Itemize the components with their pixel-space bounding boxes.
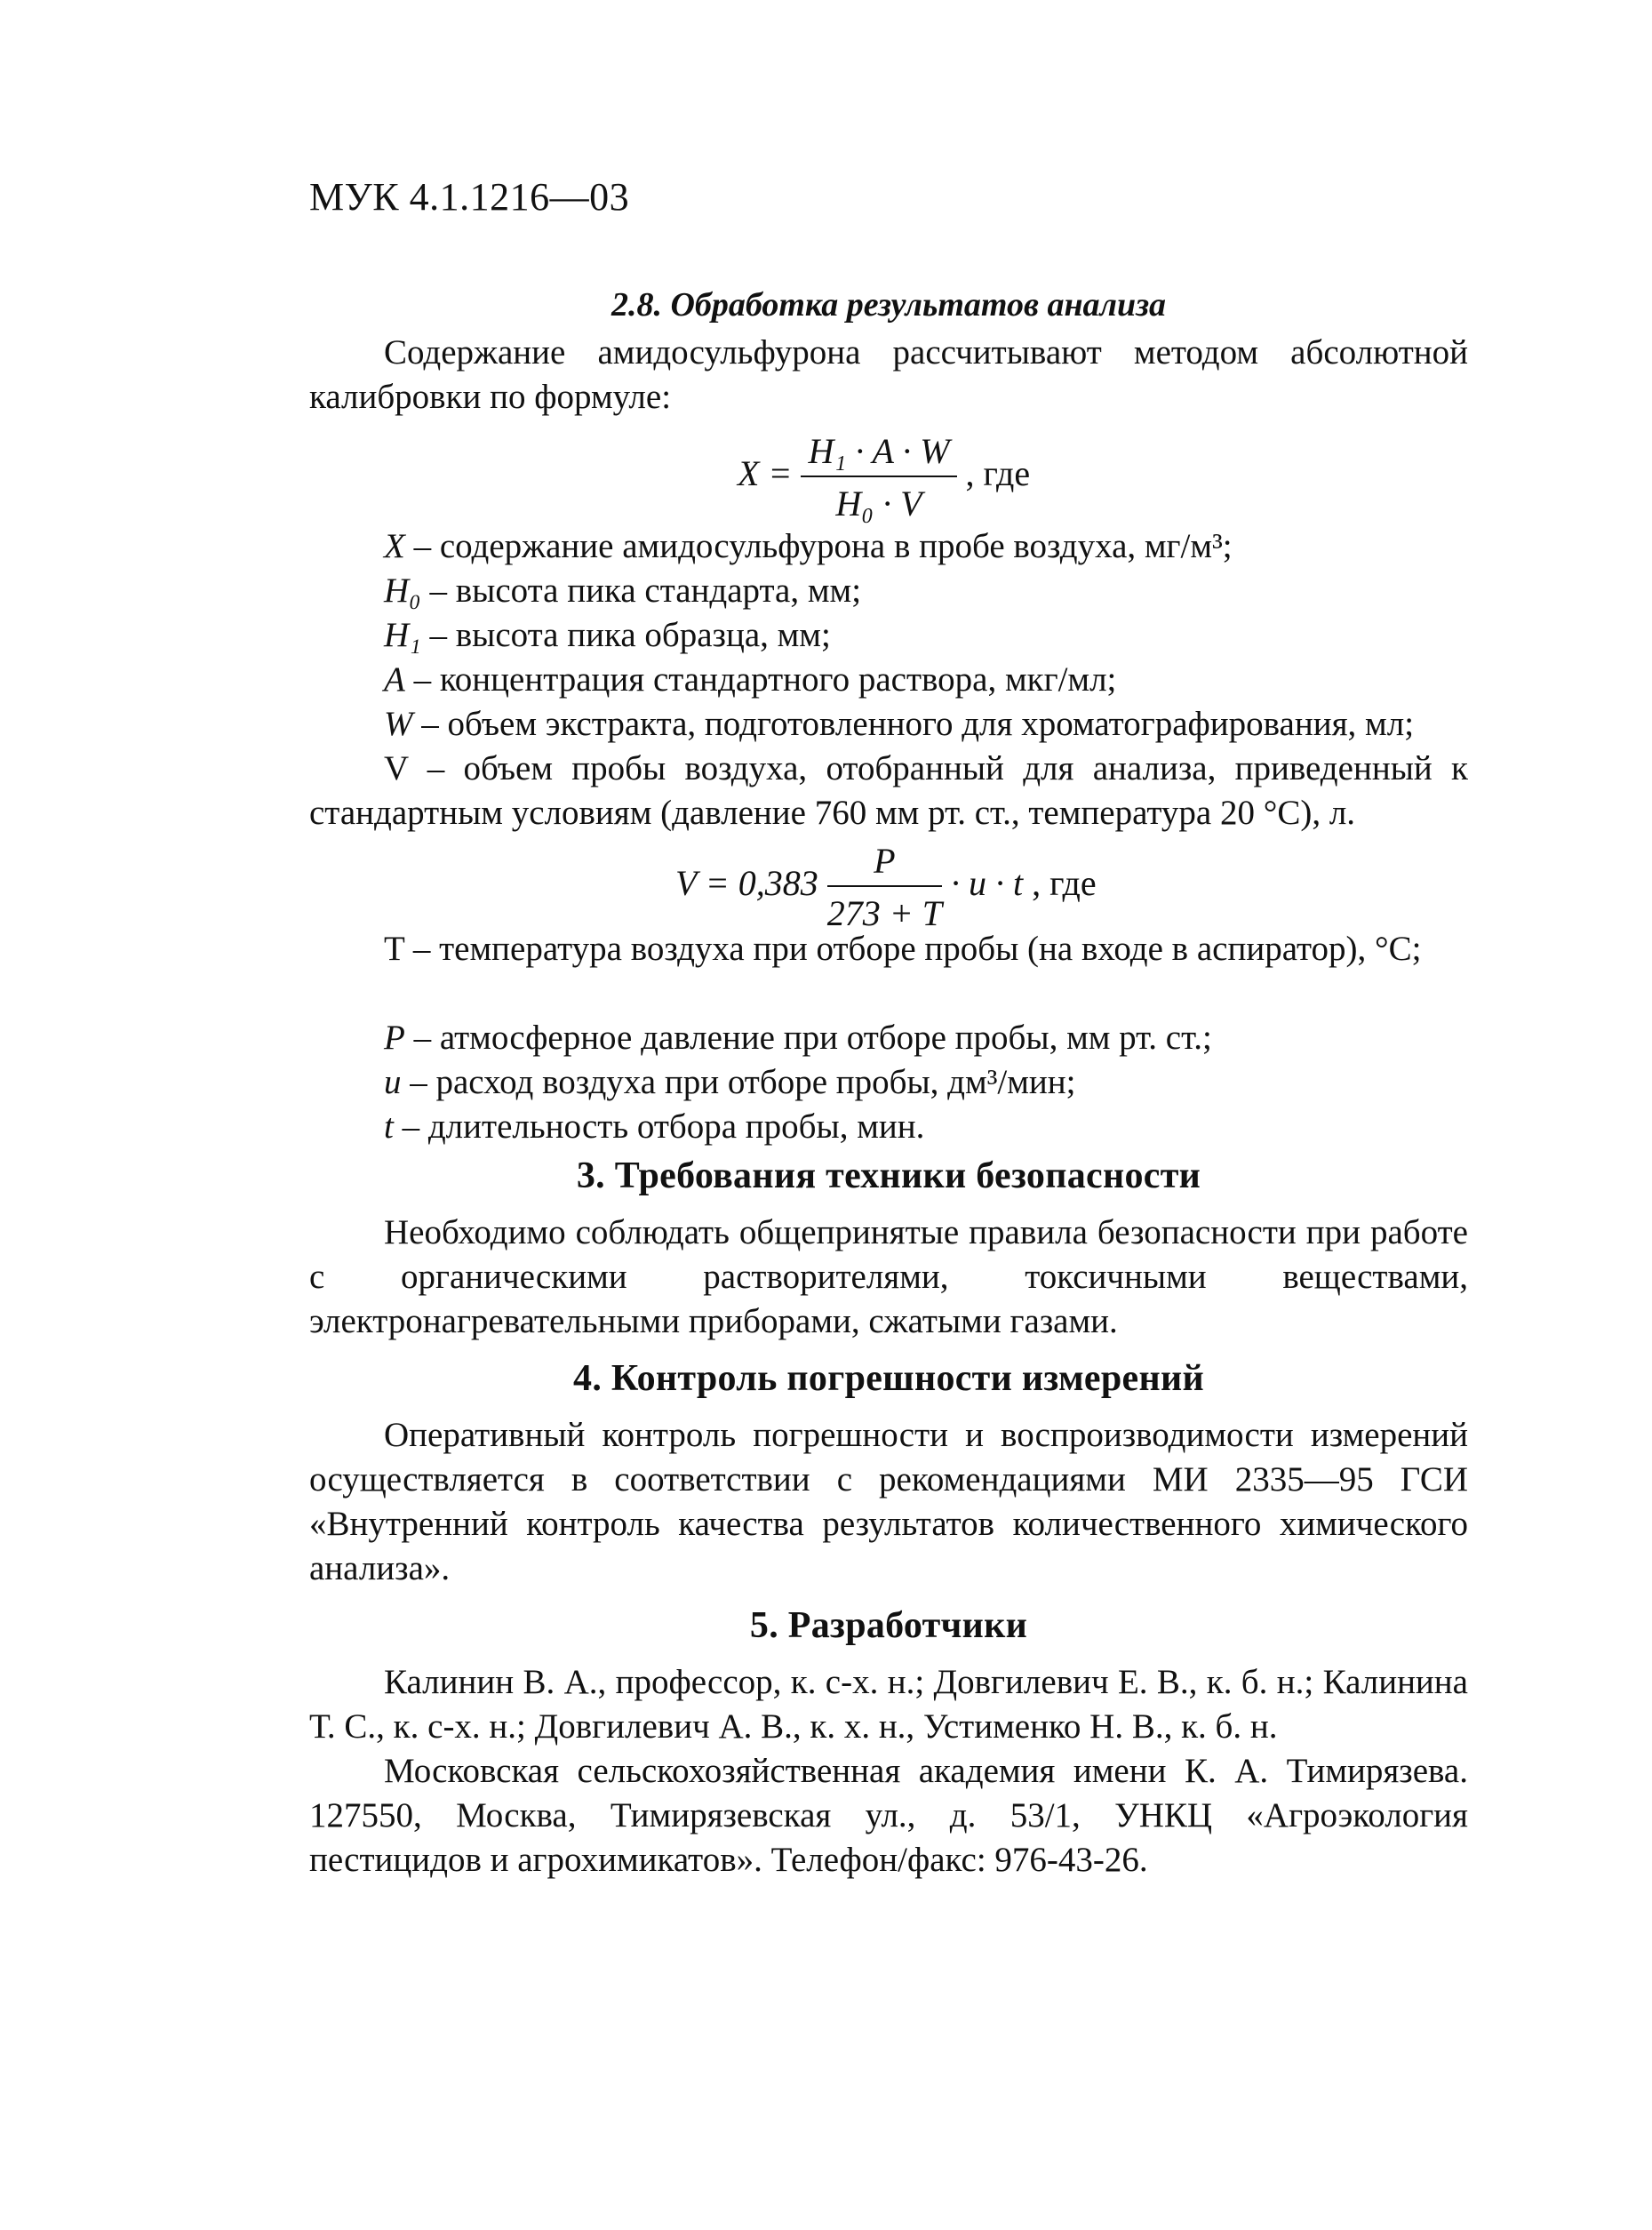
formula-v-numerator: P xyxy=(827,840,942,887)
definition-v: V – объем пробы воздуха, отобранный для анализа, приведенный к стандартным условиям (давление 760 мм рт. ст., температура 20 °С), л. xyxy=(309,749,1468,832)
formula-x-numerator: H₁ · A · W xyxy=(801,430,956,477)
definition-w: W – объем экстракта, подготовленного для хроматографирования, мл; xyxy=(384,705,1415,743)
formula-x-suffix: , где xyxy=(965,453,1031,494)
definition-h0: H₀ – высота пика стандарта, мм; xyxy=(384,571,862,610)
definition-p: P – атмосферное давление при отборе пробы, мм рт. ст.; xyxy=(384,1019,1212,1057)
formula-v-denominator: 273 + T xyxy=(826,893,942,933)
section-5-organization: Московская сельскохозяйственная академия имени К. А. Тимирязева. 127550, Москва, Тимирязевская ул., д. 53/1, УНКЦ «Агроэкология пестицидов и агрохимикатов». Телефон/факс: 976-43-26. xyxy=(309,1752,1468,1879)
definitions-list-1 xyxy=(309,524,1468,747)
document-id: МУК 4.1.1216—03 xyxy=(309,175,630,219)
formula-v-suffix: , где xyxy=(1032,863,1097,904)
section-4-title: 4. Контроль погрешности измерений xyxy=(573,1358,1204,1399)
section-5-authors: Калинин В. А., профессор, к. с-х. н.; Довгилевич Е. В., к. б. н.; Калинина Т. С., к. с-х. н.; Довгилевич А. В., к. х. н., Устименко Н. В., к. б. н. xyxy=(309,1663,1468,1746)
definitions-list-2 xyxy=(309,1016,1468,1149)
formula-v xyxy=(675,840,1097,934)
formula-v-lhs: V = 0,383 xyxy=(675,863,818,904)
definition-u: u – расход воздуха при отборе пробы, дм³/мин; xyxy=(384,1063,1076,1101)
section-3-body: Необходимо соблюдать общепринятые правила безопасности при работе с органическими растворителями, токсичными веществами, электронагревательными приборами, сжатыми газами. xyxy=(309,1213,1468,1340)
definition-a: A – концентрация стандартного раствора, мкг/мл; xyxy=(384,660,1117,699)
section-4-body: Оперативный контроль погрешности и воспроизводимости измерений осуществляется в соответствии с рекомендациями МИ 2335—95 ГСИ «Внутренний контроль качества результатов количественного химического анализа». xyxy=(309,1416,1468,1587)
section-5-title: 5. Разработчики xyxy=(749,1605,1028,1646)
section-2-8-intro: Содержание амидосульфурона рассчитывают методом абсолютной калибровки по формуле: xyxy=(309,333,1468,416)
formula-x-fraction xyxy=(801,430,956,524)
formula-x-lhs: X = xyxy=(738,453,793,494)
definition-t-upper: T – температура воздуха при отборе пробы (на входе в аспиратор), °С; xyxy=(384,930,1422,968)
section-2-8-title: 2.8. Обработка результатов анализа xyxy=(611,286,1167,324)
formula-v-fraction xyxy=(827,840,942,934)
formula-x xyxy=(738,430,1030,524)
definition-t-lower: t – длительность отбора пробы, мин. xyxy=(384,1107,925,1146)
formula-v-tail: · u · t xyxy=(950,863,1024,904)
definition-h1: H₁ – высота пика образца, мм; xyxy=(384,616,831,654)
formula-x-denominator: H₀ · V xyxy=(835,484,922,524)
section-3-title: 3. Требования техники безопасности xyxy=(576,1155,1201,1196)
definition-x: X – содержание амидосульфурона в пробе воздуха, мг/м³; xyxy=(384,527,1233,565)
